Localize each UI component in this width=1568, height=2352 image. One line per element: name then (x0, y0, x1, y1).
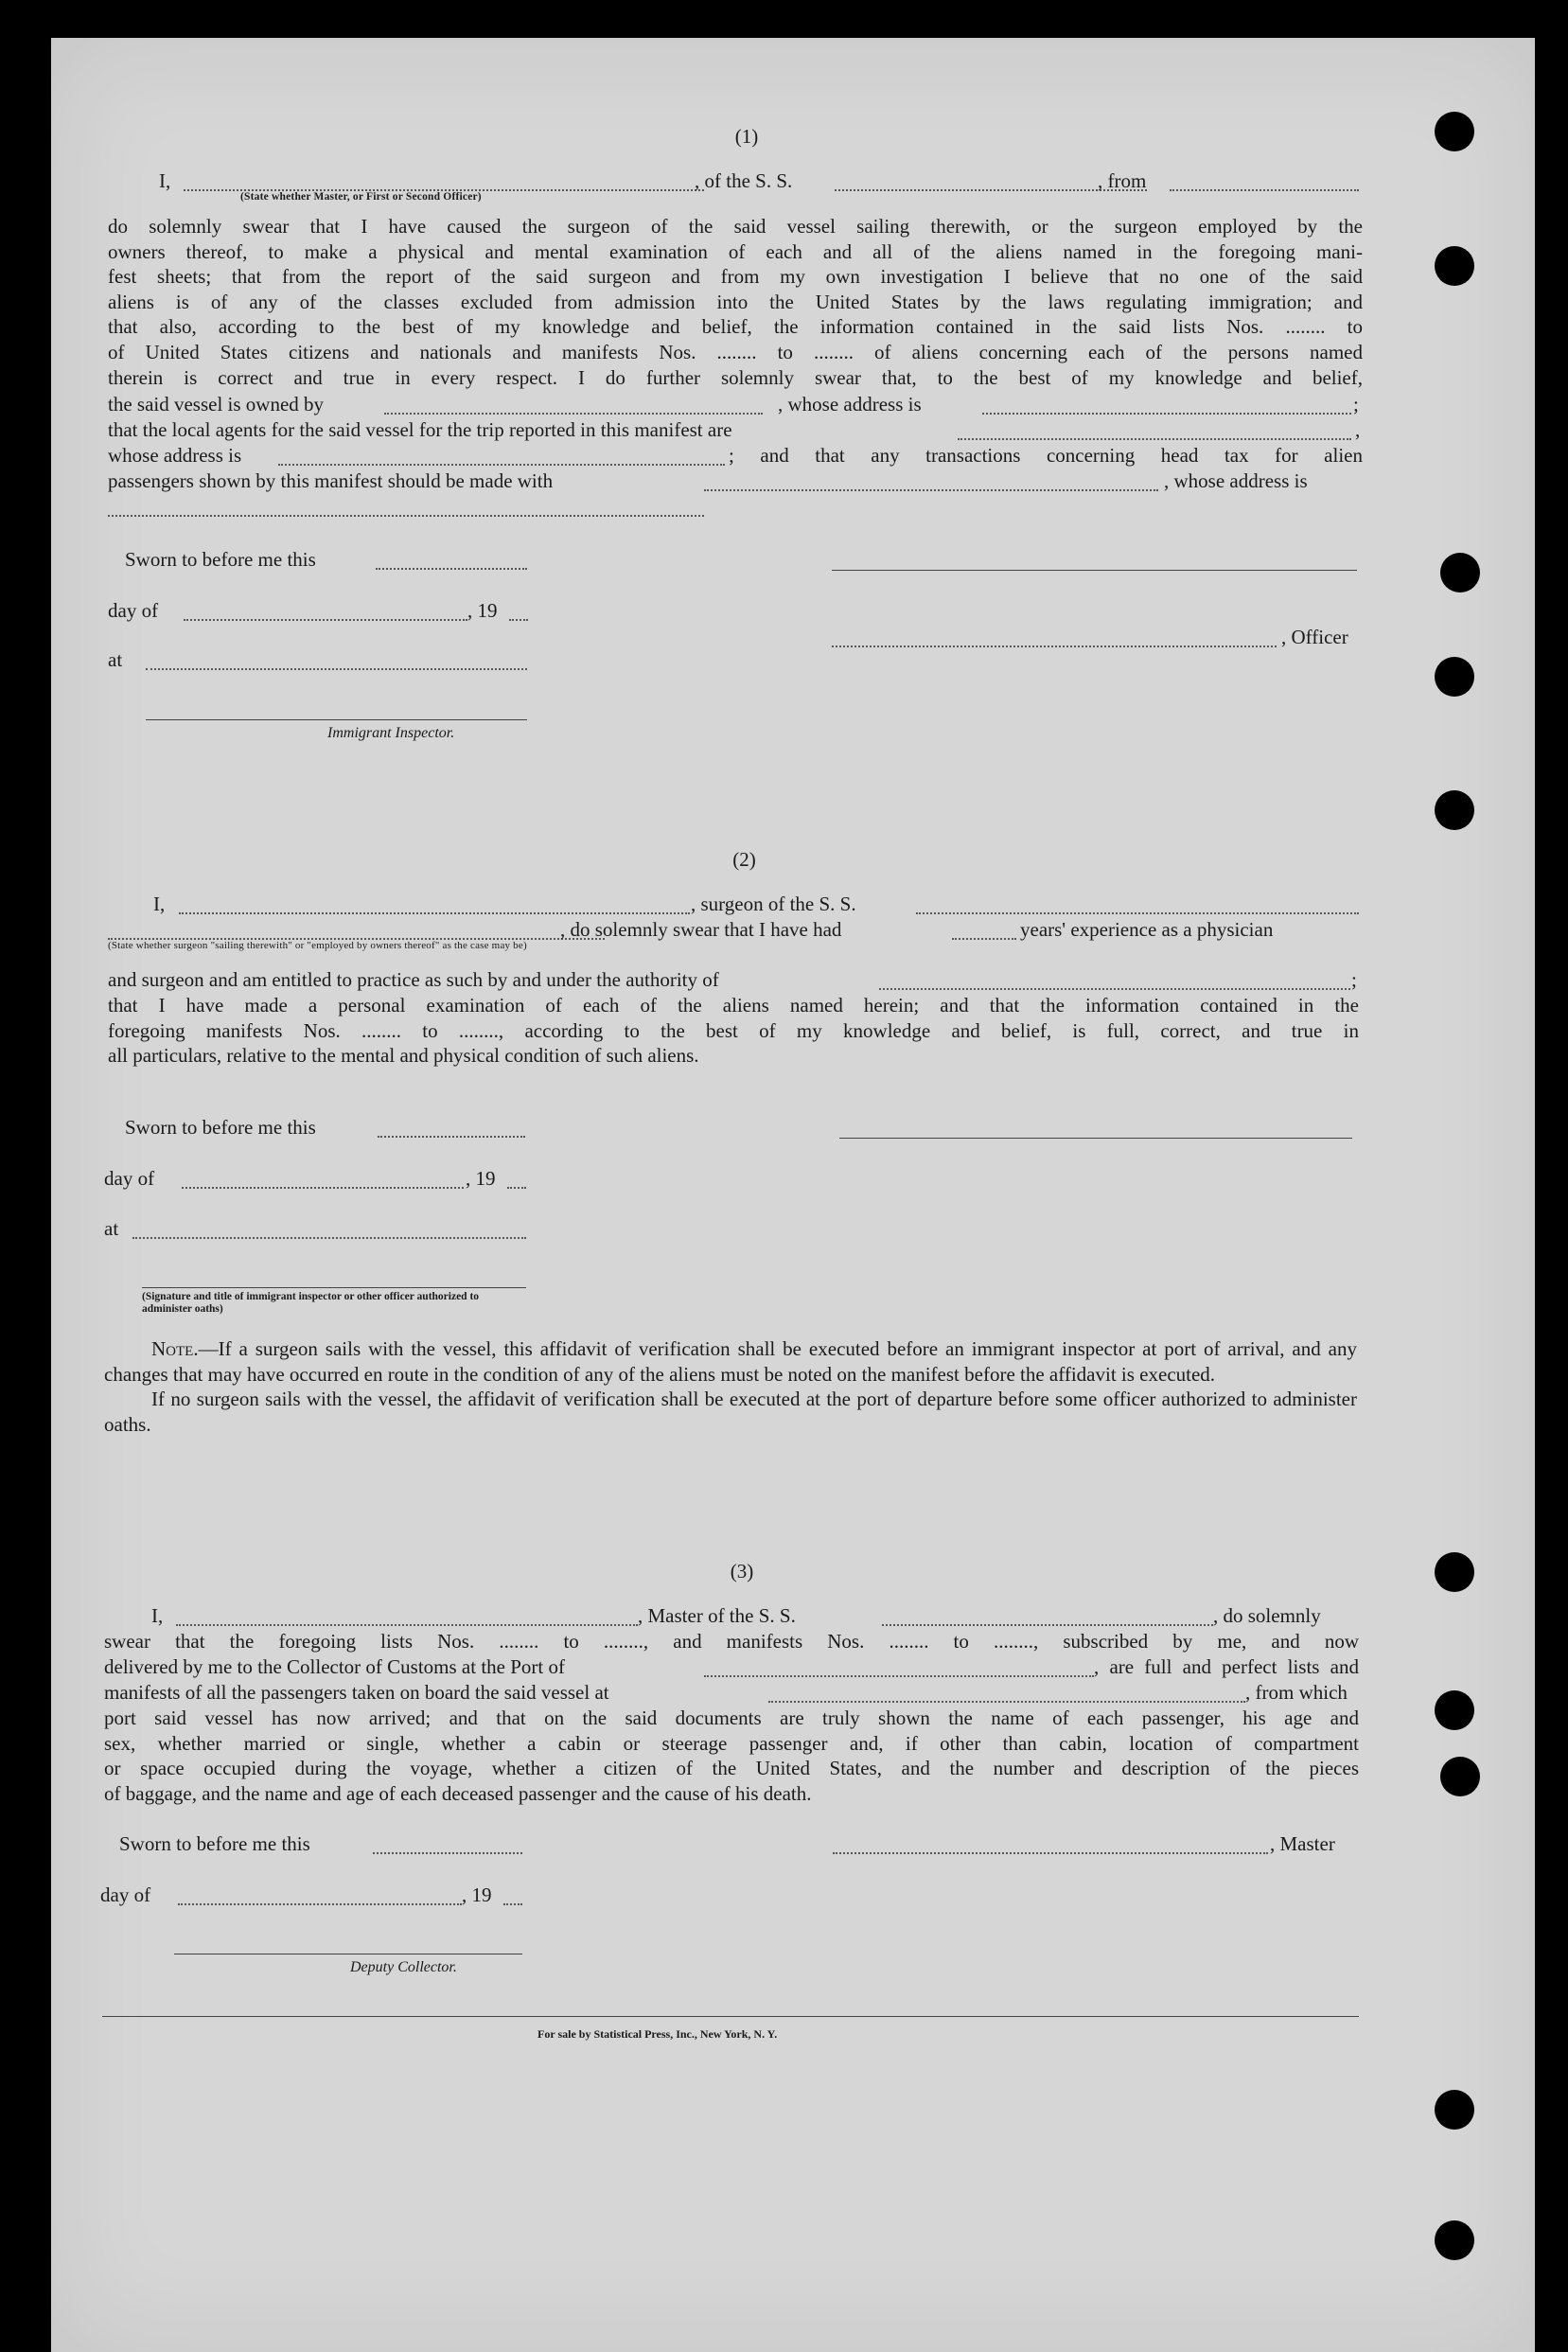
from-which-label: , from which (1245, 1681, 1348, 1704)
day-of-blank[interactable] (178, 1903, 462, 1905)
semicolon: ; (1353, 393, 1359, 416)
note-paragraph-2: If no surgeon sails with the vessel, the affidavit of verification shall be executed at the port of departure before some officer authorized to administer oaths. (104, 1388, 1357, 1436)
binder-hole (1435, 657, 1474, 697)
of-ss-label: , of the S. S. (695, 169, 793, 192)
authority-blank[interactable] (879, 988, 1350, 990)
from-label: , from (1098, 169, 1147, 192)
binder-hole (1435, 246, 1474, 286)
surgeon-of-label: , surgeon of the S. S. (691, 893, 856, 915)
binder-hole (1435, 1552, 1474, 1592)
master-signature-blank[interactable] (833, 1852, 1268, 1854)
whose-address-label: , whose address is (1164, 469, 1308, 492)
collector-label: delivered by me to the Collector of Customs at the Port of (104, 1655, 565, 1678)
binder-hole (1435, 790, 1474, 830)
year-blank[interactable] (503, 1903, 522, 1905)
sworn-label: Sworn to before me this (125, 548, 316, 571)
day-of-label: day of (104, 1167, 155, 1190)
surgeon-status-note: (State whether surgeon "sailing therewith" or "employed by owners thereof" as the case may be) (108, 940, 527, 951)
head-tax-address-blank[interactable] (108, 515, 704, 517)
signature-title-note: (Signature and title of immigrant inspector or other officer authorized to administer oaths) (142, 1291, 480, 1315)
whose-address-label: whose address is (108, 444, 242, 467)
owner-address-blank[interactable] (982, 413, 1351, 415)
section-number: (3) (730, 1560, 754, 1583)
semicolon: ; (1351, 968, 1357, 991)
day-of-blank[interactable] (182, 1187, 464, 1189)
printer-credit: For sale by Statistical Press, Inc., New York, N. Y. (537, 2027, 778, 2041)
at-place-blank[interactable] (146, 668, 527, 670)
agents-address-blank[interactable] (278, 464, 725, 466)
inspector-signature-line[interactable] (146, 719, 527, 720)
lists-line: swear that the foregoing lists Nos. ........ to ........, and manifests Nos. ........ to ........, subscribed by me, and now (104, 1630, 1359, 1653)
officer-name-blank[interactable] (832, 645, 1277, 647)
manifests-label: manifests of all the passengers taken on board the said vessel at (104, 1681, 609, 1704)
section2-oath-text: that I have made a personal examination of each of the aliens named herein; and that the information contained in the foregoing manifests Nos. ........ to ........, according to the best of my knowledge and belief, is full, correct, and true in all particulars, relative to the mental and physical condition of such aliens. (108, 994, 1359, 1068)
day-of-blank[interactable] (184, 619, 467, 621)
surgeon-name-blank[interactable] (179, 912, 690, 914)
footer-rule (102, 2016, 1359, 2017)
oath-i-label: I, (153, 893, 166, 915)
from-port-blank[interactable] (1170, 189, 1359, 191)
officer-rank-note: (State whether Master, or First or Second Officer) (240, 191, 482, 203)
master-of-label: , Master of the S. S. (638, 1604, 796, 1627)
authority-label: and surgeon and am entitled to practice as such by and under the authority of (108, 968, 719, 991)
surgeon-signature-line[interactable] (839, 1138, 1352, 1139)
port-blank[interactable] (704, 1675, 1094, 1677)
at-label: at (108, 648, 123, 671)
local-agents-label: that the local agents for the said vessel for the trip reported in this manifest are (108, 418, 732, 441)
head-tax-contact-blank[interactable] (704, 489, 1158, 491)
binder-hole (1440, 553, 1480, 592)
sworn-date-blank[interactable] (376, 568, 527, 570)
year-label: , 19 (462, 1883, 492, 1906)
year-label: , 19 (466, 1167, 496, 1190)
boarding-port-blank[interactable] (768, 1701, 1245, 1703)
at-label: at (104, 1217, 119, 1240)
year-label: , 19 (467, 599, 498, 622)
whose-address-label: , whose address is (778, 393, 922, 416)
sworn-label: Sworn to before me this (125, 1116, 316, 1139)
form-page (51, 38, 1535, 2352)
sworn-date-blank[interactable] (373, 1852, 522, 1854)
binder-hole (1435, 1690, 1474, 1730)
owner-blank[interactable] (384, 413, 763, 415)
master-name-blank[interactable] (176, 1624, 638, 1626)
years-blank[interactable] (952, 938, 1016, 940)
oath-i-label: I, (159, 169, 171, 192)
section1-oath-text: do solemnly swear that I have caused the surgeon of the said vessel sailing therewith, or the surgeon employed by the owners thereof, to make a physical and mental examination of each and all of the aliens named in the foregoing mani- fest sheets; that from the report of the said surgeon and from my own investigation I believe that no one of the said aliens is of any of the classes excluded from admission into the United States by the laws regulating immigration; and that also, according to the best of my knowledge and belief, the information contained in the said lists Nos. ........ to of United States citizens and nationals and manifests Nos. ........ to ........ of aliens concerning each of the persons named therein is correct and true in every respect. I do further solemnly swear that, to the best of my knowledge and belief, (108, 215, 1363, 389)
do-solemnly-label: , do solemnly (1213, 1604, 1321, 1627)
vessel-name-blank[interactable] (916, 912, 1359, 914)
day-of-label: day of (100, 1883, 151, 1906)
local-agents-blank[interactable] (958, 438, 1351, 440)
vessel-name-blank[interactable] (882, 1624, 1213, 1626)
full-lists-label: , are full and perfect lists and (1094, 1655, 1359, 1678)
section-number: (1) (734, 125, 759, 148)
oath-i-label: I, (151, 1604, 164, 1627)
binder-hole (1435, 2220, 1474, 2260)
officer-signature-line[interactable] (142, 1287, 526, 1288)
note-paragraph-1: Note.—If a surgeon sails with the vessel, this affidavit of verification shall be executed before an immigrant inspector at port of arrival, and any changes that may have occurred en route in the condition of any of the aliens must be noted on the manifest before the affidavit is executed. (104, 1337, 1357, 1386)
section-number: (2) (732, 848, 756, 871)
year-blank[interactable] (509, 619, 528, 621)
year-blank[interactable] (507, 1187, 526, 1189)
passengers-label: passengers shown by this manifest should be made with (108, 469, 554, 492)
binder-hole (1440, 1757, 1480, 1796)
at-place-blank[interactable] (132, 1237, 526, 1239)
sworn-label: Sworn to before me this (119, 1832, 310, 1855)
officer-label: , Officer (1281, 626, 1348, 648)
section3-oath-text: port said vessel has now arrived; and that on the said documents are truly shown the name of each passenger, his age and sex, whether married or single, whether a cabin or steerage passenger and, if other than cabin, location of compartment or space occupied during the voyage, whether a citizen of the United States, and the number and description of the pieces of baggage, and the name and age of each deceased passenger and the cause of his death. (104, 1707, 1359, 1805)
do-swear-label: , do solemnly swear that I have had (560, 918, 842, 941)
officer-signature-line[interactable] (832, 570, 1357, 571)
binder-hole (1435, 2090, 1474, 2130)
inspector-caption: Immigrant Inspector. (327, 725, 455, 741)
years-experience-label: years' experience as a physician (1020, 918, 1274, 941)
sworn-date-blank[interactable] (378, 1136, 525, 1138)
master-label: , Master (1270, 1832, 1335, 1855)
deputy-caption: Deputy Collector. (350, 1959, 457, 1975)
day-of-label: day of (108, 599, 159, 622)
head-tax-text: ; and that any transactions concerning head tax for alien (729, 444, 1363, 467)
comma: , (1355, 418, 1361, 441)
note-text (104, 1336, 1357, 1437)
owned-by-label: the said vessel is owned by (108, 393, 325, 416)
